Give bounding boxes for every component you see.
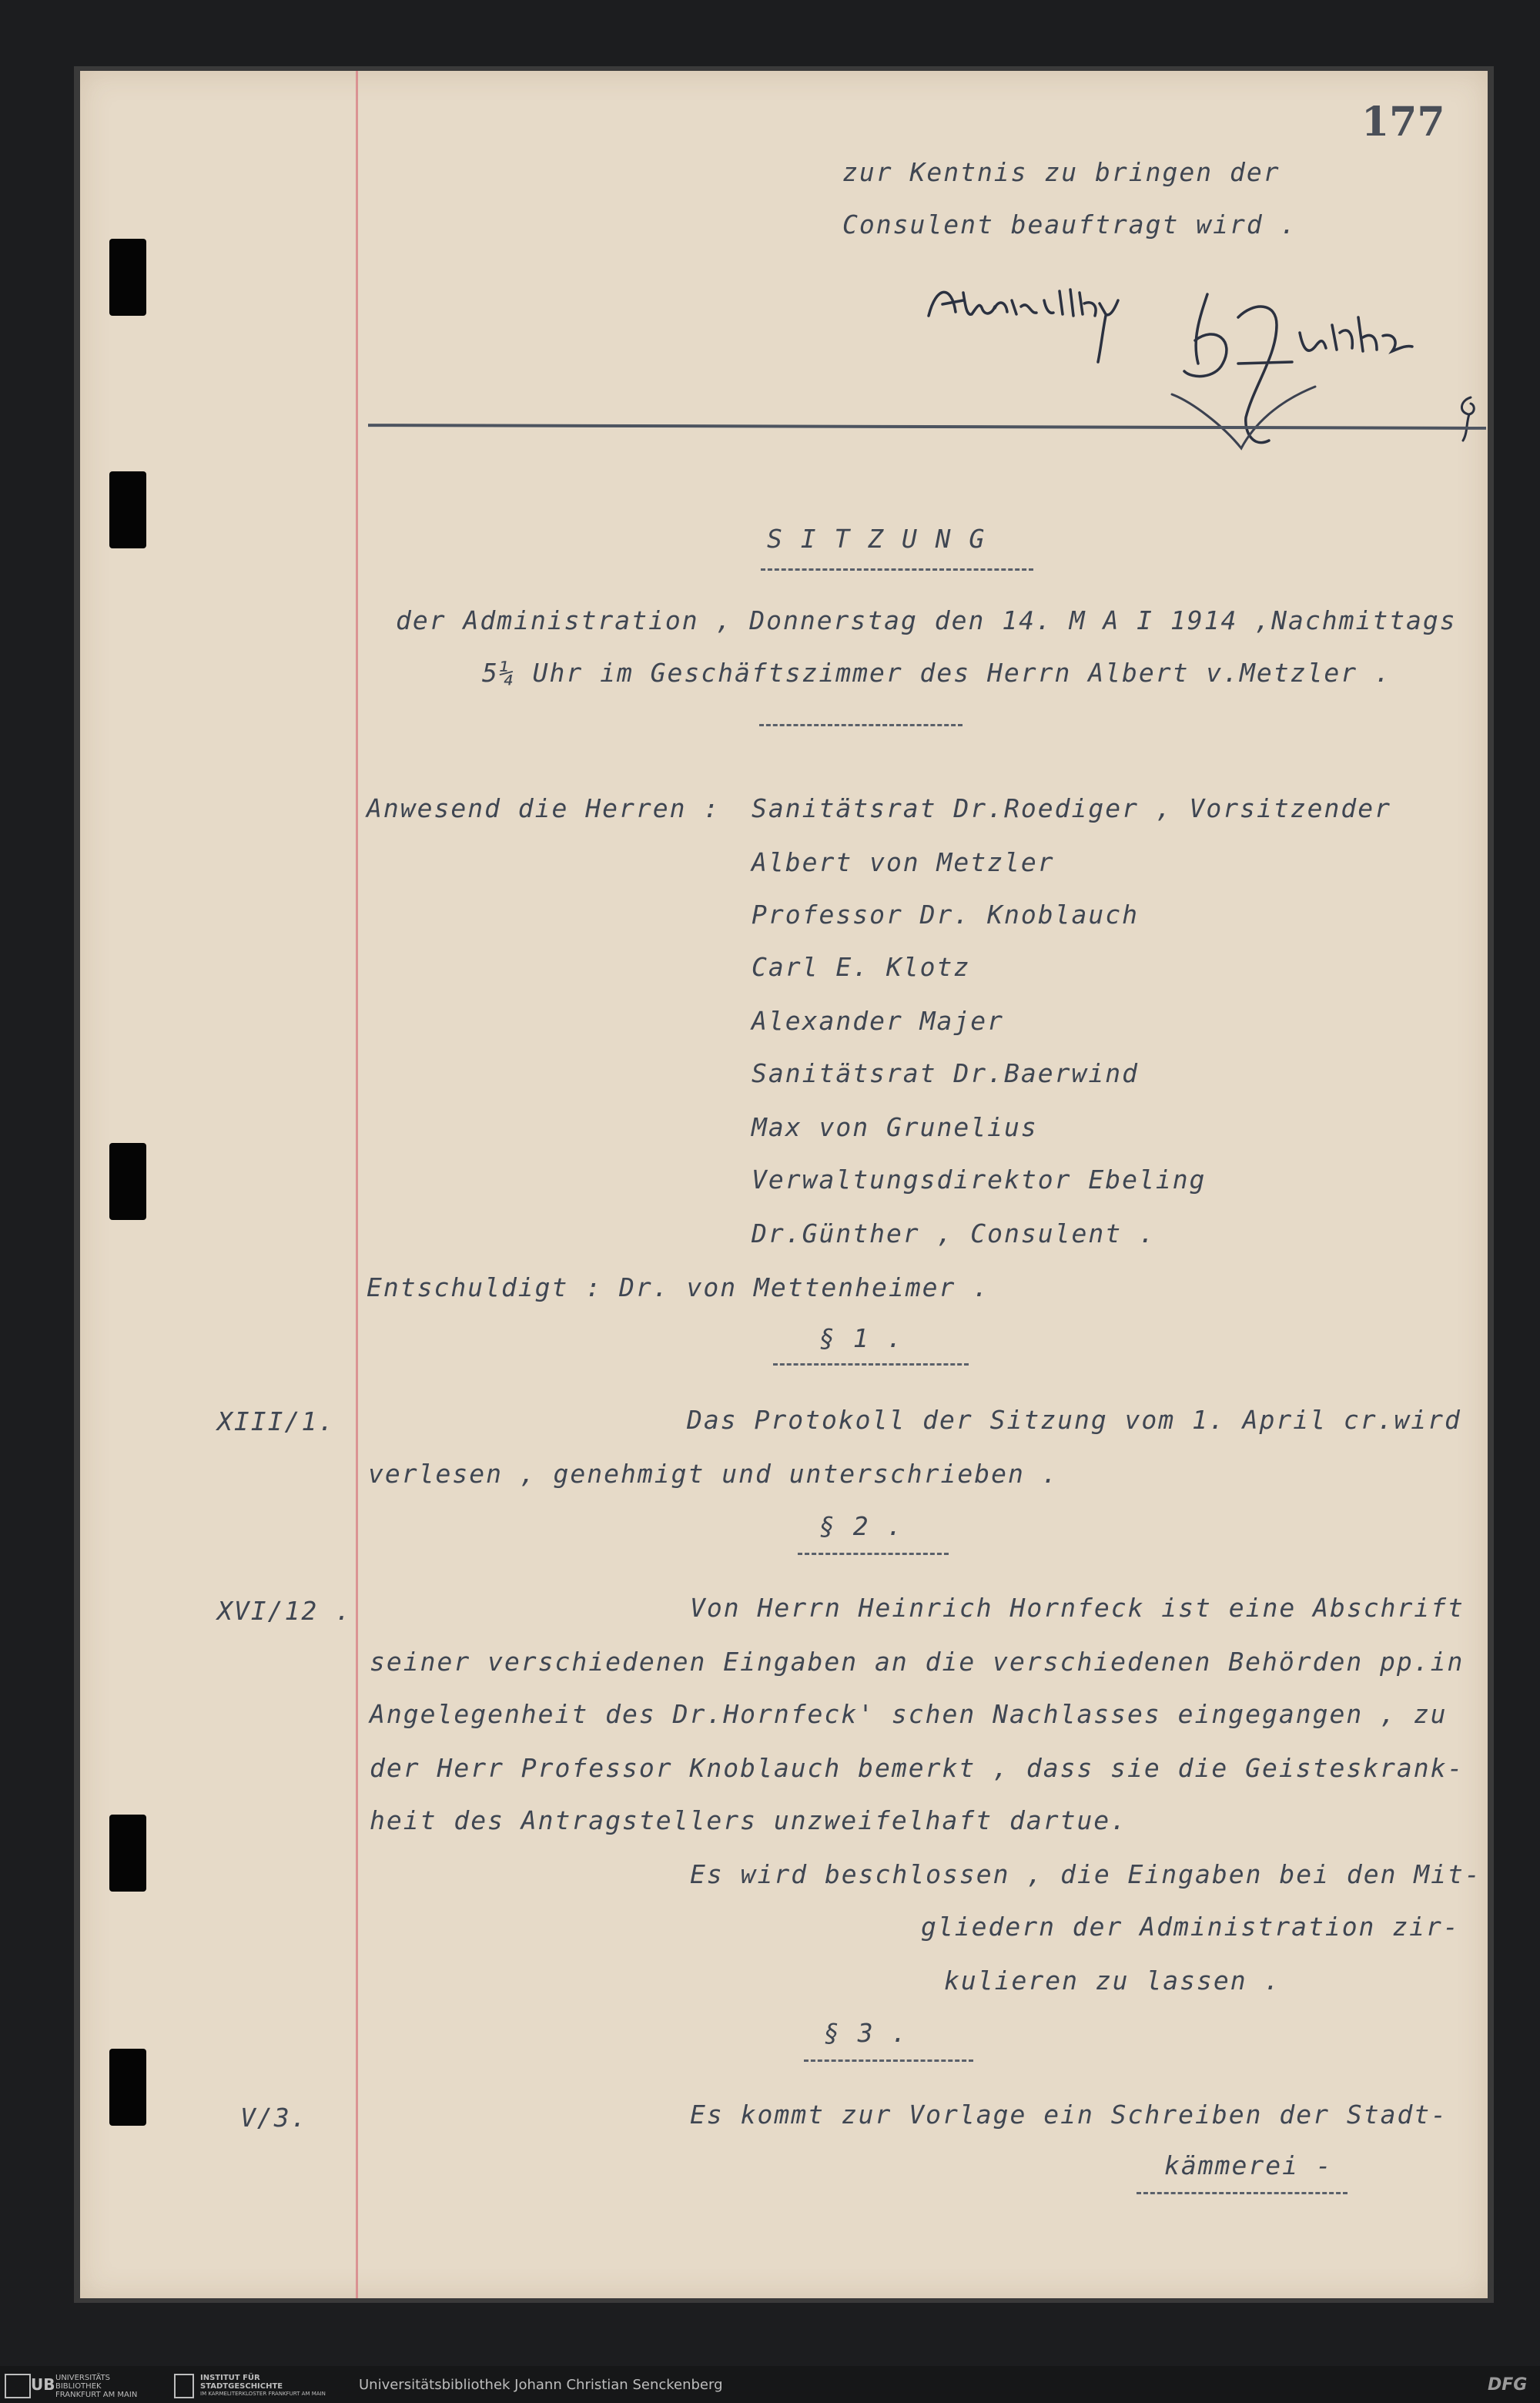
attendee: Sanitätsrat Dr.Roediger , Vorsitzender bbox=[752, 793, 1391, 823]
page-number: 177 bbox=[1361, 99, 1445, 146]
section-2-line: der Herr Professor Knoblauch bemerkt , dass sie die Geisteskrank- bbox=[370, 1753, 1465, 1783]
sitzung-title: S I T Z U N G bbox=[767, 524, 986, 554]
attendee: Max von Grunelius bbox=[752, 1112, 1038, 1142]
binder-hole bbox=[109, 1143, 146, 1220]
ub-sub bbox=[55, 2374, 137, 2399]
isg-sub bbox=[200, 2391, 326, 2397]
isg-title-line: STADTGESCHICHTE bbox=[200, 2382, 283, 2391]
section-3-line: kämmerei - bbox=[1164, 2150, 1333, 2180]
excused-line: Entschuldigt : Dr. von Mettenheimer . bbox=[367, 1272, 990, 1302]
isg-sub-line: FRANKFURT AM MAIN bbox=[268, 2391, 326, 2397]
section-2-line: seiner verschiedenen Eingaben an die verschiedenen Behörden pp.in bbox=[370, 1647, 1465, 1677]
initial-mark bbox=[1452, 390, 1483, 444]
section-2-line: Angelegenheit des Dr.Hornfeck' schen Nachlasses eingegangen , zu bbox=[370, 1699, 1448, 1729]
attendee: Albert von Metzler bbox=[752, 847, 1055, 877]
binder-hole bbox=[109, 239, 146, 316]
section-2-line: gliedern der Administration zir- bbox=[921, 1912, 1460, 1942]
footer-credit: Universitätsbibliothek Johann Christian Senckenberg bbox=[359, 2377, 723, 2393]
binder-hole bbox=[109, 2049, 146, 2126]
header-underline bbox=[759, 724, 962, 726]
isg-title-line: INSTITUT FÜR bbox=[200, 2374, 260, 2382]
section-2-line: kulieren zu lassen . bbox=[944, 1966, 1281, 1996]
isg-title bbox=[200, 2374, 283, 2391]
section-3-ref: V/3. bbox=[240, 2103, 308, 2133]
ub-sub-line: FRANKFURT AM MAIN bbox=[55, 2391, 138, 2399]
ub-logo-icon bbox=[5, 2374, 31, 2398]
section-2-line: Von Herrn Heinrich Hornfeck ist eine Abschrift bbox=[690, 1593, 1465, 1623]
section-2-underline bbox=[798, 1553, 949, 1555]
section-3-line: Es kommt zur Vorlage ein Schreiben der Stadt- bbox=[690, 2100, 1448, 2130]
catchword-underline bbox=[1137, 2192, 1348, 2194]
section-1-ref: XIII/1. bbox=[217, 1406, 336, 1436]
section-2-line: Es wird beschlossen , die Eingaben bei den Mit- bbox=[690, 1859, 1481, 1889]
carryover-line-1: zur Kentnis zu bringen der bbox=[842, 157, 1281, 187]
attendee: Dr.Günther , Consulent . bbox=[752, 1218, 1156, 1248]
carryover-line-2: Consulent beauftragt wird . bbox=[842, 209, 1297, 240]
attendance-label: Anwesend die Herren : bbox=[367, 793, 721, 823]
footer-bar bbox=[0, 2366, 1540, 2403]
margin-line bbox=[356, 71, 358, 2298]
binder-hole bbox=[109, 471, 146, 548]
binder-hole bbox=[109, 1815, 146, 1892]
isg-sub-line: IM KARMELITERKLOSTER bbox=[200, 2391, 267, 2397]
attendee: Sanitätsrat Dr.Baerwind bbox=[752, 1058, 1139, 1088]
section-1-line: Das Protokoll der Sitzung vom 1. April cr.wird bbox=[687, 1405, 1461, 1435]
section-3-underline bbox=[804, 2059, 973, 2062]
ub-label: UB bbox=[31, 2375, 55, 2394]
attendee: Professor Dr. Knoblauch bbox=[752, 900, 1139, 930]
attendee: Verwaltungsdirektor Ebeling bbox=[752, 1165, 1207, 1195]
section-1-line: verlesen , genehmigt und unterschrieben . bbox=[368, 1459, 1059, 1489]
section-2-heading: § 2 . bbox=[819, 1511, 904, 1541]
section-2-ref: XVI/12 . bbox=[217, 1596, 352, 1626]
title-underline bbox=[761, 568, 1033, 571]
section-3-heading: § 3 . bbox=[824, 2018, 909, 2048]
section-2-line: heit des Antragstellers unzweifelhaft dartue. bbox=[370, 1805, 1128, 1835]
signature-albert-v-metzler bbox=[921, 270, 1175, 377]
section-1-underline bbox=[773, 1363, 969, 1366]
isg-logo-icon bbox=[174, 2374, 194, 2398]
attendee: Carl E. Klotz bbox=[752, 952, 971, 982]
dfg-logo: DFG bbox=[1488, 2375, 1528, 2395]
ub-sub-line: UNIVERSITÄTS bbox=[55, 2374, 111, 2382]
session-line-1: der Administration , Donnerstag den 14. M A I 1914 ,Nachmittags bbox=[396, 605, 1457, 635]
ub-sub-line: BIBLIOTHEK bbox=[55, 2382, 102, 2391]
section-1-heading: § 1 . bbox=[819, 1323, 904, 1353]
attendee: Alexander Majer bbox=[752, 1006, 1005, 1036]
session-line-2: 5¼ Uhr im Geschäftszimmer des Herrn Albert v.Metzler . bbox=[482, 658, 1391, 688]
